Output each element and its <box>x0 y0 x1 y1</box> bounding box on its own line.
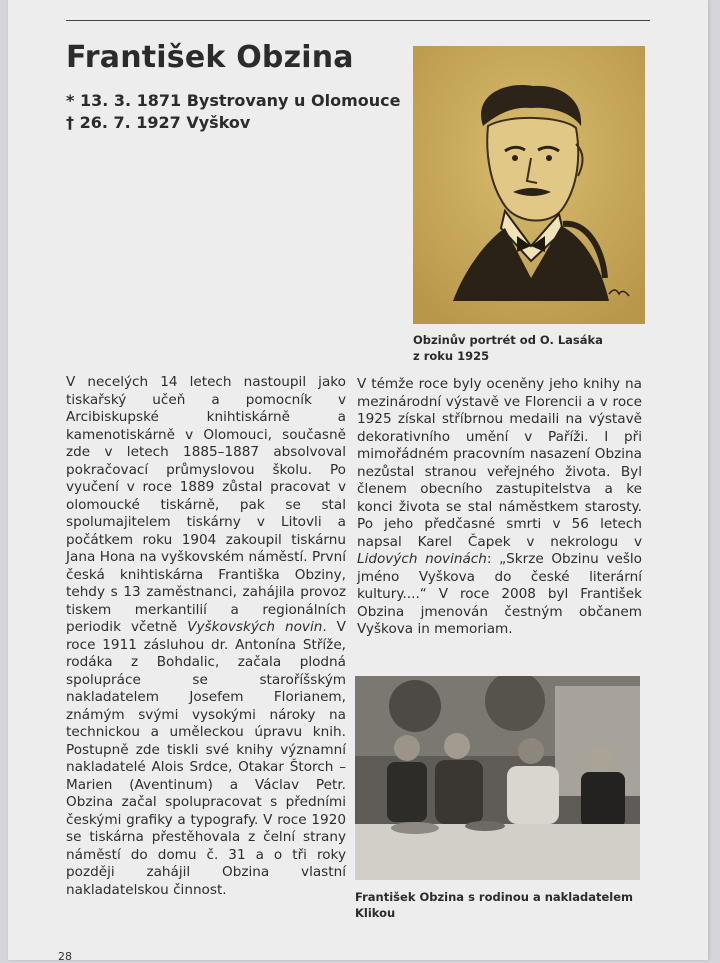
portrait-caption-line-2: z roku 1925 <box>413 349 490 363</box>
body-column-left <box>66 374 346 899</box>
life-dates <box>66 90 400 134</box>
family-photo-image <box>355 676 640 880</box>
photo-caption-line-1: František Obzina s rodinou a nakladatelem <box>355 890 634 904</box>
body-text-left-part-1: V necelých 14 letech nastoupil jako tiskařský učeň a pomocník v Arcibiskupské knihtiskárně a kamenotiskárně v Olomouci, současně zde v letech 1885–1887 absolvoval pokračovací průmyslovou školu. Po vyučení v roce 1889 zůstal pracovat v olomoucké tiskárně, pak se stal spolumajitelem tiskárny v Litovli a počátkem roku 1904 zakoupil tiskárnu Jana Hona na vyškovském náměstí. První česká knihtiskárna Františka Obziny, tehdy s 13 zaměstnanci, zahájila provoz tiskem merkantilií a regionálních periodik včetně <box>66 374 346 635</box>
body-text-left-part-2: . V roce 1911 zásluhou dr. Antonína Stříže, rodáka z Bohdalic, začala plodná spolupráce se staroříšským nakladatelem Josefem Florianem, známým svými vysokými nároky na technickou a uměleckou úpravu knih. Postupně zde tiskli své knihy významní nakladatelé Alois Srdce, Otakar Štorch – Marien (Aventinum) a Václav Petr. Obzina začal spolupracovat s předními českými grafiky a typografy. V roce 1920 se tiskárna přestěhovala z čelní strany náměstí do domu č. 31 a o tři roky později zahájil Obzina vlastní nakladatelskou činnost. <box>66 619 346 898</box>
book-page <box>8 0 708 963</box>
newspaper-title-vyskovske-noviny: Vyškovských novin <box>187 619 323 635</box>
top-rule <box>66 20 650 21</box>
newspaper-title-lidove-noviny: Lidových novinách <box>357 551 487 567</box>
page-number: 28 <box>58 950 72 963</box>
photo-caption-line-2: Klikou <box>355 906 396 920</box>
body-text-right-part-1: V témže roce byly oceněny jeho knihy na mezinárodní výstavě ve Florencii a v roce 1925 získal stříbrnou medaili na výstavě dekorativního umění v Paříži. I při mimořádném pracovním nasazení Obzina nezůstal stranou veřejného života. Byl členem obecního zastupitelstva a ke konci života se stal náměstkem starosty. Po jeho předčasné smrti v 56 letech napsal Karel Čapek v nekrologu v <box>357 376 642 550</box>
page-title: František Obzina <box>66 40 354 75</box>
portrait-image <box>413 46 645 324</box>
body-column-right <box>357 376 642 639</box>
portrait-sketch <box>413 46 645 324</box>
birth-line: * 13. 3. 1871 Bystrovany u Olomouce <box>66 91 401 110</box>
body-text-right-part-2: : „Skrze Obzinu vešlo jméno Vyškova do české literární kultury....“ V roce 2008 byl František Obzina jmenován čestným občanem Vyškova in memoriam. <box>357 551 642 637</box>
portrait-caption-line-1: Obzinův portrét od O. Lasáka <box>413 333 603 347</box>
photo-caption <box>355 889 645 921</box>
portrait-caption <box>413 332 645 364</box>
family-photo <box>355 676 640 880</box>
death-line: † 26. 7. 1927 Vyškov <box>66 113 251 132</box>
